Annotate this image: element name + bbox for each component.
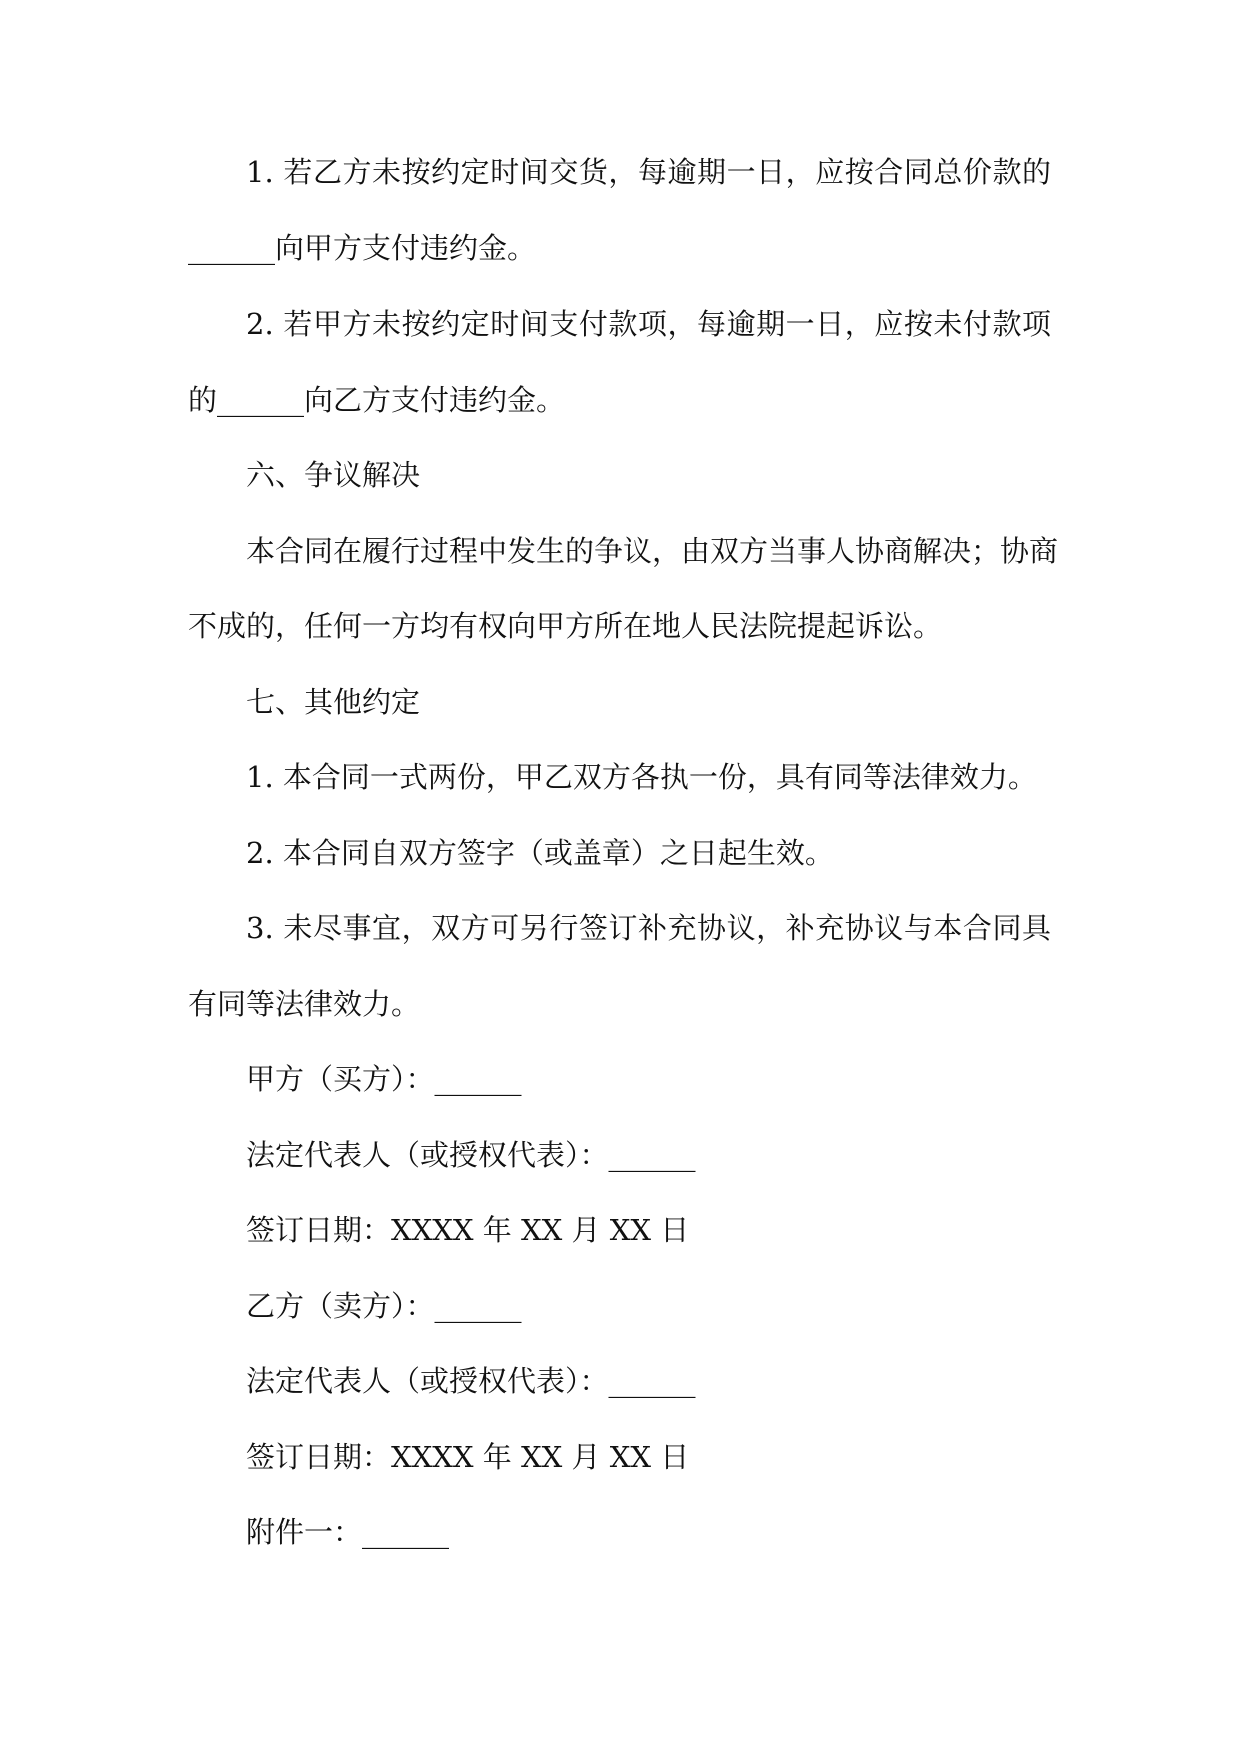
party-a-buyer-field: 甲方（买方）：______ (246, 1062, 522, 1096)
party-b-sign-date: 签订日期：XXXX 年 XX 月 XX 日 (246, 1440, 690, 1474)
dispute-paragraph-line-1: 本合同在履行过程中发生的争议，由双方当事人协商解决；协商 (246, 534, 1059, 568)
clause-1-line-2: ______向甲方支付违约金。 (188, 231, 537, 265)
other-term-1: 1. 本合同一式两份，甲乙双方各执一份，具有同等法律效力。 (246, 760, 1037, 794)
clause-2-line-2: 的______向乙方支付违约金。 (188, 383, 566, 417)
section-heading-dispute-resolution: 六、争议解决 (246, 458, 421, 492)
other-term-3-line-1: 3. 未尽事宜，双方可另行签订补充协议，补充协议与本合同具 (246, 911, 1051, 945)
other-term-3-line-2: 有同等法律效力。 (188, 987, 421, 1021)
party-a-sign-date: 签订日期：XXXX 年 XX 月 XX 日 (246, 1213, 690, 1247)
party-b-seller-field: 乙方（卖方）：______ (246, 1289, 522, 1323)
section-heading-other-terms: 七、其他约定 (246, 685, 421, 719)
party-a-representative-field: 法定代表人（或授权代表）：______ (246, 1138, 696, 1172)
other-term-2: 2. 本合同自双方签字（或盖章）之日起生效。 (246, 836, 834, 870)
dispute-paragraph-line-2: 不成的，任何一方均有权向甲方所在地人民法院提起诉讼。 (188, 609, 943, 643)
party-b-representative-field: 法定代表人（或授权代表）：______ (246, 1364, 696, 1398)
clause-2-line-1: 2. 若甲方未按约定时间支付款项，每逾期一日，应按未付款项 (246, 307, 1051, 341)
attachment-1-field: 附件一：______ (246, 1515, 450, 1549)
clause-1-line-1: 1. 若乙方未按约定时间交货，每逾期一日，应按合同总价款的 (246, 155, 1051, 189)
